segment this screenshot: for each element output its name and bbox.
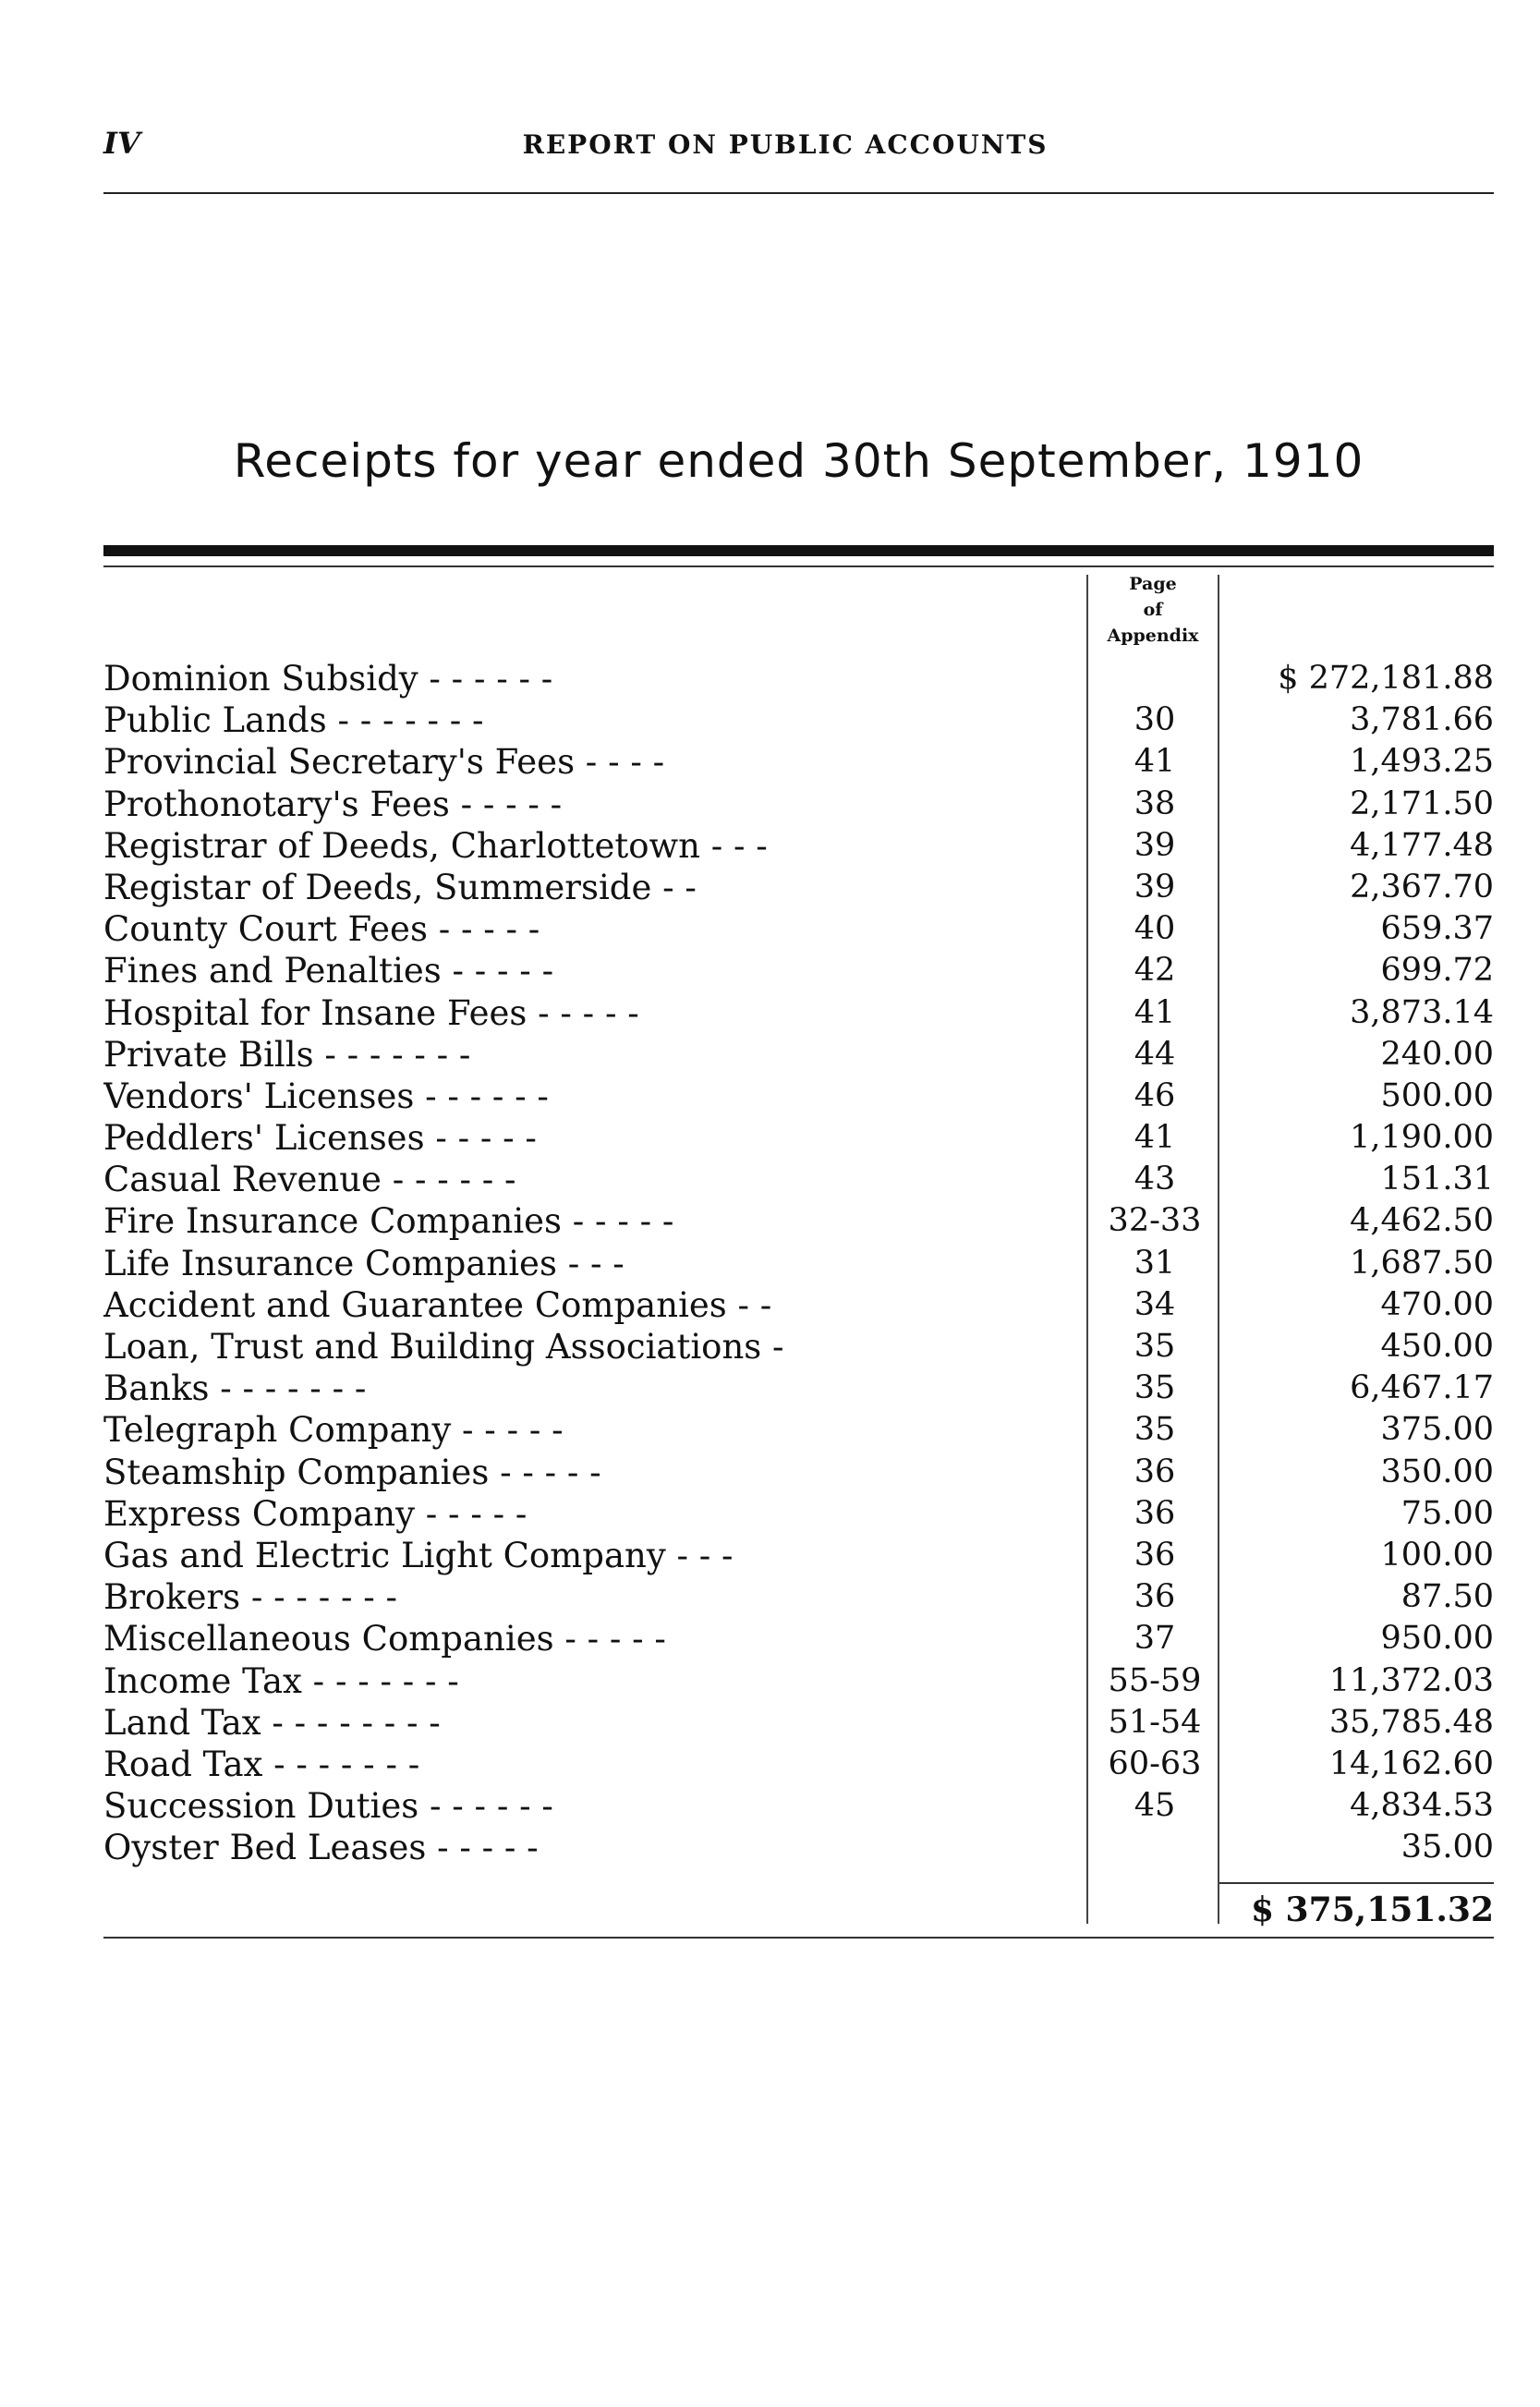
row-label: Express Company - - - - - <box>103 1493 527 1534</box>
row-page: 31 <box>1134 1244 1176 1282</box>
table-row <box>103 1702 1494 1744</box>
row-label: Prothonotary's Fees - - - - - <box>103 784 563 824</box>
row-page: 42 <box>1134 952 1176 990</box>
table-row <box>103 1827 1494 1868</box>
row-label: Fire Insurance Companies - - - - - <box>103 1201 674 1242</box>
row-amount: 375.00 <box>1380 1411 1494 1449</box>
row-page: 60-63 <box>1108 1744 1202 1782</box>
row-amount: 75.00 <box>1401 1494 1494 1532</box>
row-amount: 3,873.14 <box>1350 993 1494 1031</box>
row-page: 35 <box>1134 1369 1176 1407</box>
table-row <box>103 699 1494 741</box>
total-amount: $ 375,151.32 <box>1250 1890 1494 1929</box>
row-amount: 35,785.48 <box>1328 1703 1494 1741</box>
row-page: 30 <box>1134 701 1176 739</box>
row-amount: 1,190.00 <box>1350 1119 1494 1157</box>
row-label: Vendors' Licenses - - - - - - <box>103 1076 549 1116</box>
table-row <box>103 784 1494 825</box>
row-amount: 11,372.03 <box>1328 1661 1494 1699</box>
row-page: 36 <box>1134 1453 1176 1490</box>
table-row <box>103 1660 1494 1702</box>
page-title: Receipts for year ended 30th September, 1910 <box>233 434 1364 488</box>
table-row <box>103 1493 1494 1535</box>
row-page: 39 <box>1134 868 1176 906</box>
row-page: 45 <box>1134 1787 1176 1825</box>
row-label: Succession Duties - - - - - - <box>103 1786 553 1827</box>
row-label: Steamship Companies - - - - - <box>103 1452 601 1492</box>
row-label: Peddlers' Licenses - - - - - <box>103 1118 537 1159</box>
row-amount: 659.37 <box>1380 910 1494 948</box>
page-header-line-3: Appendix <box>1107 626 1199 646</box>
table-row <box>103 1409 1494 1451</box>
row-page: 35 <box>1134 1328 1176 1365</box>
row-page: 37 <box>1134 1620 1176 1658</box>
table-row <box>103 825 1494 867</box>
row-amount: 14,162.60 <box>1328 1744 1494 1782</box>
row-page: 35 <box>1134 1411 1176 1449</box>
row-amount: 35.00 <box>1401 1829 1494 1866</box>
row-amount: 699.72 <box>1380 952 1494 990</box>
row-page: 36 <box>1134 1578 1176 1616</box>
row-label: Hospital for Insane Fees - - - - - <box>103 992 639 1033</box>
row-amount: 240.00 <box>1380 1035 1494 1073</box>
table-row <box>103 908 1494 950</box>
row-amount: 4,177.48 <box>1350 826 1494 864</box>
row-page: 43 <box>1134 1161 1176 1198</box>
row-amount: 1,493.25 <box>1350 743 1494 781</box>
row-label: Telegraph Company - - - - - <box>103 1410 564 1451</box>
row-page: 51-54 <box>1108 1703 1202 1741</box>
table-row <box>103 1200 1494 1242</box>
header-rule <box>103 192 1494 194</box>
row-amount: 350.00 <box>1380 1453 1494 1490</box>
row-page: 44 <box>1134 1035 1176 1073</box>
table-row <box>103 1117 1494 1159</box>
row-label: Fines and Penalties - - - - - <box>103 951 554 991</box>
row-page: 32-33 <box>1108 1202 1202 1240</box>
row-page: 36 <box>1134 1536 1176 1574</box>
row-label: Banks - - - - - - - <box>103 1368 367 1409</box>
row-amount: 2,367.70 <box>1350 868 1494 906</box>
row-label: Registrar of Deeds, Charlottetown - - - <box>103 825 768 866</box>
row-page: 36 <box>1134 1494 1176 1532</box>
table-row <box>103 1034 1494 1076</box>
row-amount: 470.00 <box>1380 1285 1494 1323</box>
row-amount: 6,467.17 <box>1350 1369 1494 1407</box>
table-row <box>103 1368 1494 1409</box>
table-row <box>103 867 1494 908</box>
table-row <box>103 1159 1494 1200</box>
table-row <box>103 1576 1494 1618</box>
row-amount: $ 272,181.88 <box>1278 660 1494 697</box>
row-label: Land Tax - - - - - - - - <box>103 1702 441 1743</box>
table-row <box>103 1535 1494 1576</box>
row-page: 46 <box>1134 1076 1176 1114</box>
table-row <box>103 1744 1494 1785</box>
row-label: Public Lands - - - - - - - <box>103 700 484 741</box>
row-amount: 950.00 <box>1380 1620 1494 1658</box>
row-label: Loan, Trust and Building Associations - <box>103 1327 784 1367</box>
table-row <box>103 1452 1494 1493</box>
receipts-table <box>103 658 1494 1868</box>
page-of-appendix-header <box>1088 571 1218 649</box>
row-label: Brokers - - - - - - - <box>103 1577 397 1618</box>
row-amount: 4,834.53 <box>1350 1787 1494 1825</box>
title-thin-rule <box>103 565 1494 567</box>
table-row <box>103 1284 1494 1326</box>
row-label: Casual Revenue - - - - - - <box>103 1160 516 1200</box>
page-number: IV <box>103 126 140 161</box>
row-amount: 2,171.50 <box>1350 784 1494 822</box>
row-label: Miscellaneous Companies - - - - - <box>103 1619 666 1659</box>
row-label: Road Tax - - - - - - - <box>103 1744 420 1784</box>
row-amount: 87.50 <box>1401 1578 1494 1616</box>
row-label: Registar of Deeds, Summerside - - <box>103 867 697 907</box>
page-header-line-1: Page <box>1129 574 1177 594</box>
row-amount: 151.31 <box>1380 1161 1494 1198</box>
running-head: REPORT ON PUBLIC ACCOUNTS <box>522 129 1049 160</box>
row-label: Accident and Guarantee Companies - - <box>103 1284 772 1325</box>
page-header-line-2: of <box>1143 600 1163 620</box>
total-rule <box>1219 1882 1494 1884</box>
row-amount: 450.00 <box>1380 1328 1494 1365</box>
table-row <box>103 1785 1494 1827</box>
row-label: Income Tax - - - - - - - <box>103 1660 459 1701</box>
table-row <box>103 658 1494 699</box>
row-label: Provincial Secretary's Fees - - - - <box>103 742 665 783</box>
table-row <box>103 1326 1494 1368</box>
row-amount: 3,781.66 <box>1350 701 1494 739</box>
row-page: 38 <box>1134 784 1176 822</box>
title-thick-rule <box>103 545 1494 556</box>
row-amount: 100.00 <box>1380 1536 1494 1574</box>
row-page: 39 <box>1134 826 1176 864</box>
table-row <box>103 741 1494 783</box>
row-page: 40 <box>1134 910 1176 948</box>
row-page: 41 <box>1134 1119 1176 1157</box>
row-label: Life Insurance Companies - - - <box>103 1243 624 1283</box>
row-label: Private Bills - - - - - - - <box>103 1034 471 1075</box>
table-row <box>103 992 1494 1034</box>
row-page: 34 <box>1134 1285 1176 1323</box>
row-label: County Court Fees - - - - - <box>103 909 540 950</box>
table-row <box>103 1243 1494 1284</box>
row-label: Dominion Subsidy - - - - - - <box>103 659 553 699</box>
table-bottom-rule <box>103 1937 1494 1939</box>
row-page: 41 <box>1134 743 1176 781</box>
table-row <box>103 1618 1494 1659</box>
row-page: 55-59 <box>1108 1661 1202 1699</box>
row-amount: 500.00 <box>1380 1076 1494 1114</box>
row-amount: 1,687.50 <box>1350 1244 1494 1282</box>
row-page: 41 <box>1134 993 1176 1031</box>
row-label: Gas and Electric Light Company - - - <box>103 1535 734 1575</box>
row-amount: 4,462.50 <box>1350 1202 1494 1240</box>
table-row <box>103 950 1494 991</box>
table-row <box>103 1076 1494 1117</box>
row-label: Oyster Bed Leases - - - - - <box>103 1828 539 1868</box>
